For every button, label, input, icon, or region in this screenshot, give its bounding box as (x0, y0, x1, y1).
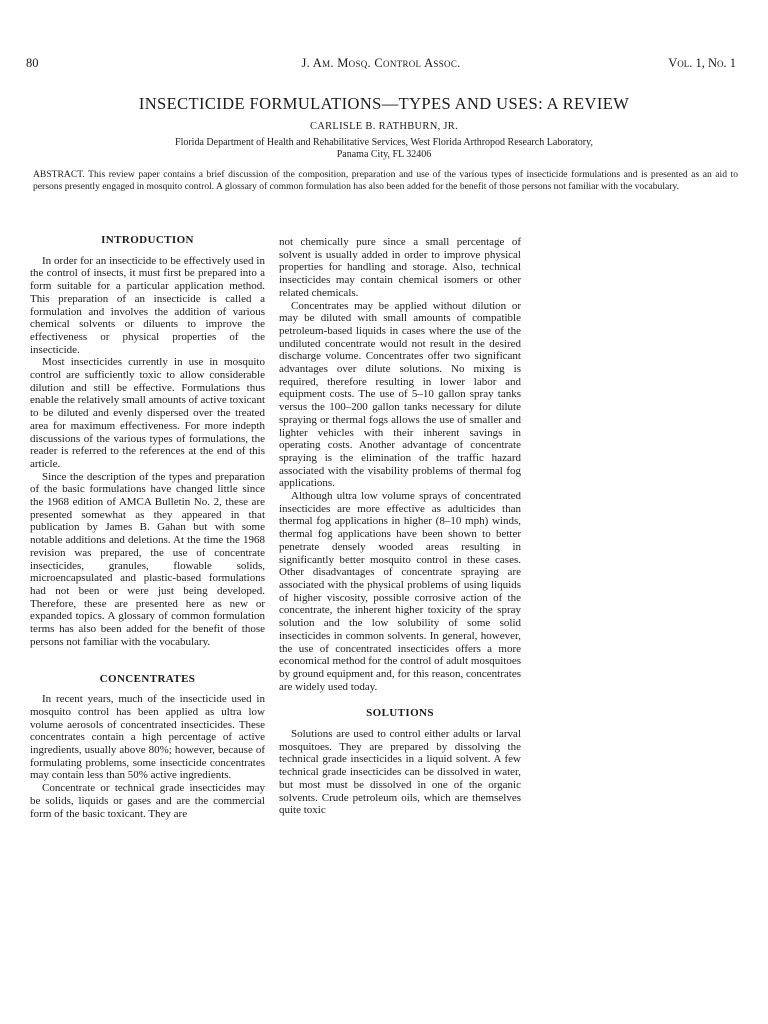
section-heading-solutions: SOLUTIONS (366, 707, 434, 720)
right-column (279, 236, 521, 817)
paragraph: Most insecticides currently in use in mosquito control are sufficiently toxic to allow considerable dilution and still be effective. Formulations thus enable the relatively small amounts of active toxicant to be diluted and evenly dispersed over the treated area for maximum effectiveness. For more indepth discussions of the various types of formulations, the reader is referred to the references at the end of this article. (30, 356, 265, 470)
abstract: ABSTRACT. This review paper contains a brief discussion of the composition, preparation and use of the various types of insecticide formulations and is presented as an aid to persons presently engaged in mosquito control. A glossary of common formulation has also been added for the benefit of those persons not familiar with the vocabulary. (33, 169, 738, 192)
paragraph: not chemically pure since a small percentage of solvent is usually added in order to improve physical properties for handling and storage. Also, technical insecticides may contain chemical isomers or other related chemicals. (279, 236, 521, 299)
volume-issue: Vol. 1, No. 1 (668, 56, 736, 70)
paragraph: Solutions are used to control either adults or larval mosquitoes. They are prepared by dissolving the technical grade insecticides in a liquid solvent. A few technical grade insecticides can be dissolved in water, but most must be dissolved in one of the organic solvents. Crude petroleum oils, which are themselves quite toxic (279, 728, 521, 817)
paragraph: Since the description of the types and preparation of the basic formulations have changed little since the 1968 edition of AMCA Bulletin No. 2, these are presented somewhat as they appeared in that publication by James B. Gahan but with some notable additions and deletions. At the time the 1968 revision was prepared, the use of concentrate insecticides, granules, flowable solids, microencapsulated and plastic-based formulations had not been or were just being developed. Therefore, these are presented here as new or expanded topics. A glossary of common formulation terms has also been added for the benefit of those persons not familiar with the vocabulary. (30, 470, 265, 648)
page-number: 80 (26, 56, 39, 70)
author-affiliation (26, 137, 742, 160)
affiliation-line-2: Panama City, FL 32406 (336, 148, 432, 160)
left-column (30, 230, 265, 820)
affiliation-line-1: Florida Department of Health and Rehabilitative Services, West Florida Arthropod Research Laboratory, (175, 137, 593, 148)
paragraph: In recent years, much of the insecticide used in mosquito control has been applied as ultra low volume aerosols of concentrated insecticides. These concentrates contain a high percentage of active ingredients, usually above 80%; however, because of formulating problems, some insecticide concentrates may contain less than 50% active ingredients. (30, 693, 265, 782)
paragraph: Concentrate or technical grade insecticides may be solids, liquids or gases and are the commercial form of the basic toxicant. They are (30, 782, 265, 820)
article-title: INSECTICIDE FORMULATIONS—TYPES AND USES: A REVIEW (138, 94, 630, 113)
section-heading-concentrates: CONCENTRATES (99, 672, 196, 685)
paragraph: In order for an insecticide to be effectively used in the control of insects, it must first be prepared into a form suitable for a particular application method. This preparation of an insecticide is called a formulation and involves the addition of various chemical solvents or diluents to improve the effectiveness or physical properties of the insecticide. (30, 254, 265, 356)
section-heading-introduction: INTRODUCTION (101, 234, 194, 246)
paragraph: Concentrates may be applied without dilution or may be diluted with small amounts of compatible petroleum-based liquids in cases where the use of the undiluted concentrate would not result in the desired discharge volume. Concentrates offer two significant advantages over dilute solutions. No mixing is required, therefore resulting in lower labor and equipment costs. The use of 5–10 gallon spray tanks versus the 100–200 gallon tanks necessary for dilute spraying or thermal fogs allows the use of smaller and lighter vehicles with their inherent savings in operating costs. Another advantage of concentrate spraying is the elimination of the traffic hazard associated with the visability problems of thermal fog applications. (279, 299, 521, 490)
running-head (26, 56, 736, 74)
article-author: CARLISLE B. RATHBURN, JR. (309, 121, 459, 132)
journal-name: J. Am. Mosq. Control Assoc. (301, 56, 461, 70)
paragraph: Although ultra low volume sprays of concentrated insecticides are more effective as adulticides than thermal fog applications in higher (8–10 mph) winds, thermal fog applications have been shown to better penetrate densely wooded areas resulting in significantly better mosquito control in these cases. Other disadvantages of concentrate spraying are associated with the physical problems of using liquids of higher viscosity, possible corrosive action of the concentrate, the inherent higher toxicity of the spray solution and the low solubility of some solid insecticides in common solvents. In general, however, the use of concentrated insecticides offers a more economical method for the control of adult mosquitoes by ground equipment and, for this reason, concentrates are widely used today. (279, 490, 521, 693)
